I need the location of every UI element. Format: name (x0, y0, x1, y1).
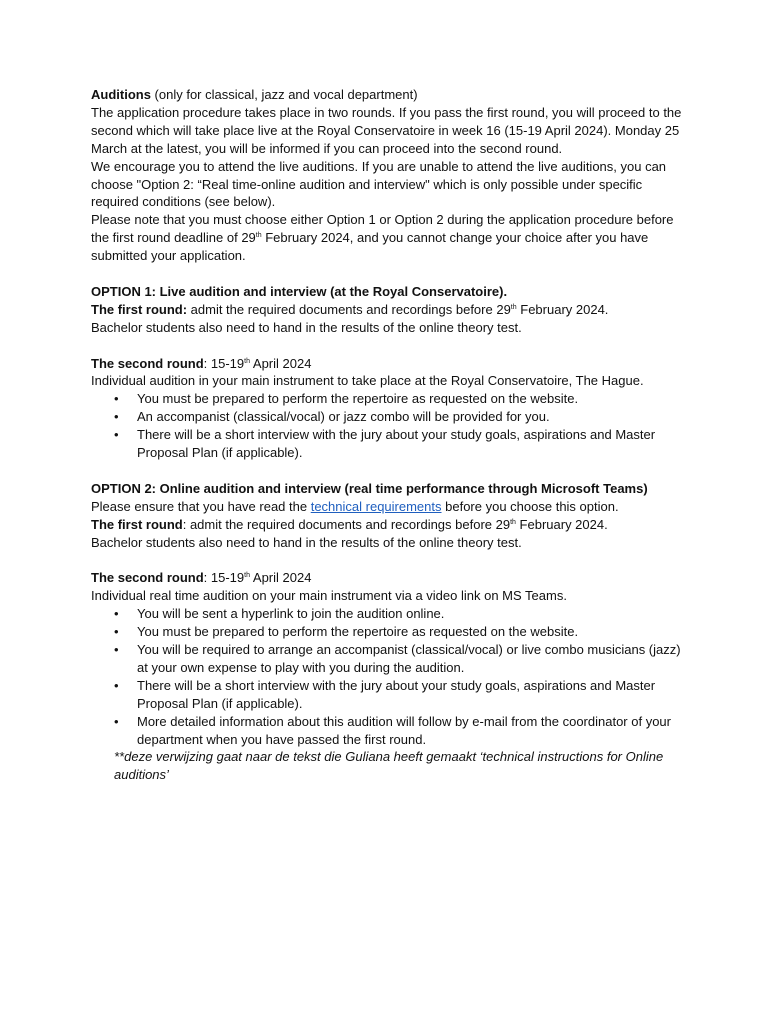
bullet-icon (114, 623, 137, 641)
option1-bullet-list (91, 390, 691, 462)
intro-paragraph-3: Please note that you must choose either Option 1 or Option 2 during the application procedure before the first round deadline of 29th February 2024, and you cannot change your choice after you have submitted your application. (91, 212, 674, 264)
list-item: •You will be sent a hyperlink to join the audition online. (114, 605, 691, 623)
list-item: •There will be a short interview with the jury about your study goals, aspirations and Master Proposal Plan (if applicable). (114, 426, 691, 462)
list-item: •More detailed information about this audition will follow by e-mail from the coordinator of your department when you have passed the first round. (114, 713, 691, 749)
bullet-icon (114, 426, 137, 444)
bullet-icon (114, 641, 137, 659)
bullet-icon (114, 677, 137, 695)
intro-paragraph-2: We encourage you to attend the live auditions. If you are unable to attend the live auditions, you can choose "Option 2: “Real time-online audition and interview" which is only possible under specific required conditions (see below). (91, 158, 667, 210)
option2-second-round-desc: Individual real time audition on your main instrument via a video link on MS Teams. (91, 588, 567, 604)
auditions-heading-line (91, 86, 691, 104)
option2-first-round-note: Bachelor students also need to hand in the results of the online theory test. (91, 534, 522, 550)
list-item: •You must be prepared to perform the repertoire as requested on the website. (114, 390, 691, 408)
intro-paragraph-1: The application procedure takes place in two rounds. If you pass the first round, you will proceed to the second which will take place live at the Royal Conservatoire in week 16 (15-19 April 2024). Monday 25 March at the latest, you will be informed if you can proceed into the second round. (91, 104, 682, 156)
list-item: •There will be a short interview with the jury about your study goals, aspirations and Master Proposal Plan (if applicable). (114, 677, 691, 713)
bullet-icon (114, 390, 137, 408)
option2-title: OPTION 2: Online audition and interview (real time performance through Microsoft Teams) (91, 480, 648, 496)
auditions-heading: Auditions (91, 87, 151, 102)
list-item: •An accompanist (classical/vocal) or jazz combo will be provided for you. (114, 408, 691, 426)
option2-ensure: Please ensure that you have read the technical requirements before you choose this option. (91, 498, 619, 514)
technical-requirements-link[interactable]: technical requirements (310, 498, 442, 514)
bullet-icon (114, 713, 137, 731)
option1-first-round: The first round: admit the required documents and recordings before 29th February 2024. (91, 301, 609, 317)
bullet-icon (114, 605, 137, 623)
option2-second-round: The second round: 15-19th April 2024 (91, 570, 312, 586)
option1-second-round-desc: Individual audition in your main instrument to take place at the Royal Conservatoire, The Hague. (91, 373, 644, 389)
auditions-heading-note: (only for classical, jazz and vocal department) (150, 87, 418, 102)
document-body (91, 86, 691, 784)
option2-bullet-list (91, 605, 691, 748)
option1-first-round-note: Bachelor students also need to hand in the results of the online theory test. (91, 319, 522, 335)
editor-note: **deze verwijzing gaat naar de tekst die Guliana heeft gemaakt ‘technical instructions for Online auditions’ (114, 749, 664, 783)
option2-first-round: The first round: admit the required documents and recordings before 29th February 2024. (91, 516, 608, 532)
bullet-icon (114, 408, 137, 426)
option1-title: OPTION 1: Live audition and interview (at the Royal Conservatoire). (91, 283, 508, 299)
list-item: •You will be required to arrange an accompanist (classical/vocal) or live combo musicians (jazz) at your own expense to play with you during the audition. (114, 641, 691, 677)
list-item: •You must be prepared to perform the repertoire as requested on the website. (114, 623, 691, 641)
option1-second-round: The second round: 15-19th April 2024 (91, 355, 312, 371)
